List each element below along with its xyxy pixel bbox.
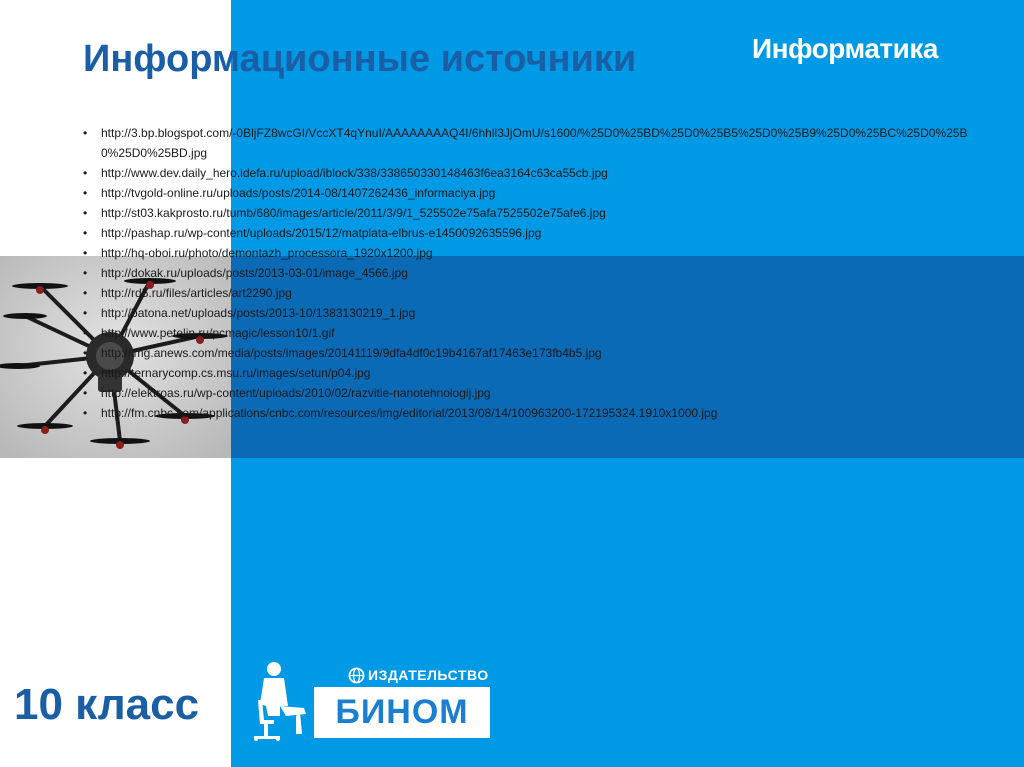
source-item[interactable]: • http://tvgold-online.ru/uploads/posts/2014-08/1407262436_informaciya.jpg — [83, 183, 983, 203]
source-item[interactable]: • http://hq-oboi.ru/photo/demontazh_processora_1920x1200.jpg — [83, 243, 983, 263]
publisher-logo — [314, 687, 490, 738]
publisher-label-row — [348, 666, 489, 684]
source-item[interactable]: • http://www.petelin.ru/pcmagic/lesson10/1.gif — [83, 323, 983, 343]
source-item[interactable]: • http://batona.net/uploads/posts/2013-10/1383130219_1.jpg — [83, 303, 983, 323]
source-item[interactable]: • http://elektroas.ru/wp-content/uploads/2010/02/razvitie-nanotehnologij.jpg — [83, 383, 983, 403]
source-item[interactable]: • http://pashap.ru/wp-content/uploads/2015/12/matplata-elbrus-e1450092635596.jpg — [83, 223, 983, 243]
publisher-brand: БИНОМ — [335, 693, 469, 731]
source-item[interactable]: • http://dokak.ru/uploads/posts/2013-03-01/image_4566.jpg — [83, 263, 983, 283]
page-title: Информационные источники — [83, 38, 637, 80]
source-item[interactable]: • http://st03.kakprosto.ru/tumb/680/images/article/2011/3/9/1_525502e75afa7525502e75afe6.jpg — [83, 203, 983, 223]
globe-icon — [348, 667, 365, 684]
source-item[interactable]: • http://fm.cnbc.com/applications/cnbc.com/resources/img/editorial/2013/08/14/100963200-172195324.1910x1000.jpg — [83, 403, 983, 423]
source-item[interactable]: • http://ternarycomp.cs.msu.ru/images/setun/p04.jpg — [83, 363, 983, 383]
source-item[interactable]: • http://img.anews.com/media/posts/images/20141119/9dfa4df0c19b4167af17463e173fb4b5.jpg — [83, 343, 983, 363]
seated-figure-icon — [250, 660, 310, 742]
sources-list — [83, 123, 983, 423]
source-item[interactable]: • http://3.bp.blogspot.com/-0BljFZ8wcGI/VccXT4qYnuI/AAAAAAAAQ4I/6hhll3JjOmU/s1600/%25D0%25BD%25D0%25B5%25D0%25B9%25D0%25BC%25D0%25B0%25D0%25BD.jpg — [83, 123, 983, 163]
source-item[interactable]: • http://www.dev.daily_hero.idefa.ru/upload/iblock/338/338650330148463f6ea3164c63ca55cb.jpg — [83, 163, 983, 183]
subject-label: Информатика — [752, 33, 938, 64]
grade-label: 10 класс — [14, 680, 200, 729]
publisher-label: ИЗДАТЕЛЬСТВО — [368, 667, 489, 683]
source-item[interactable]: • http://rd5.ru/files/articles/art2290.jpg — [83, 283, 983, 303]
